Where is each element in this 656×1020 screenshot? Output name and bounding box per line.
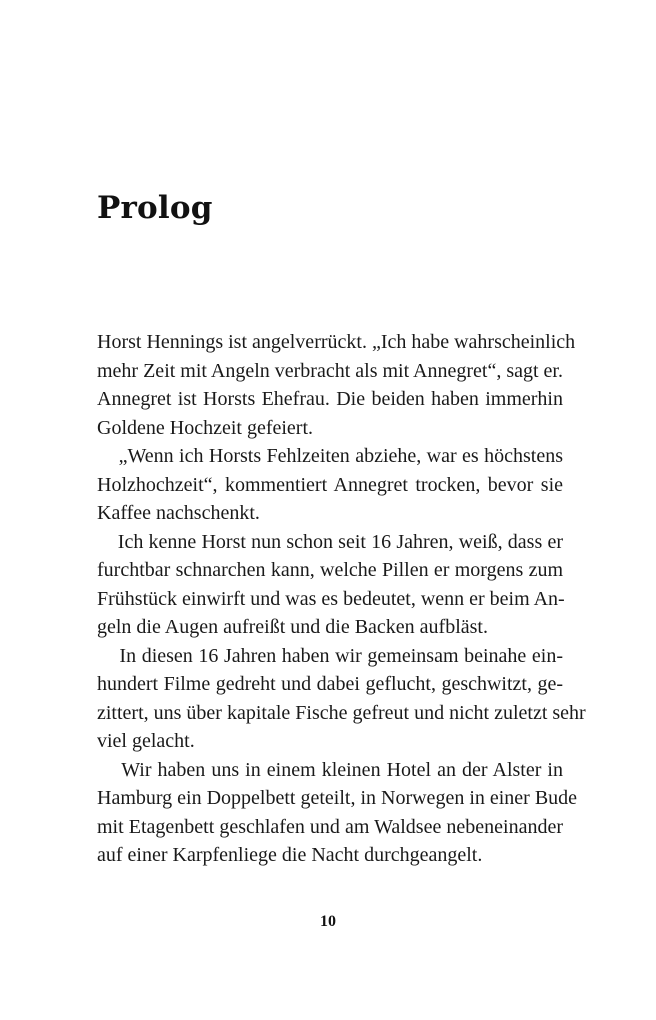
text-line: geln die Augen aufreißt und die Backen aufbläst. <box>97 616 488 638</box>
paragraph <box>97 756 578 870</box>
paragraph <box>97 328 576 442</box>
paragraph <box>97 442 563 528</box>
text-line: furchtbar schnarchen kann, welche Pillen er morgens zum <box>97 559 563 581</box>
text-line: mehr Zeit mit Angeln verbracht als mit Annegret“, sagt er. <box>97 359 563 382</box>
page-number: 10 <box>320 913 336 930</box>
text-line: Kaffee nachschenkt. <box>97 502 260 524</box>
text-line: viel gelacht. <box>97 730 195 752</box>
text-line: Frühstück einwirft und was es bedeutet, wenn er beim An- <box>97 587 565 610</box>
text-line: Hamburg ein Doppelbett geteilt, in Norwegen in einer Bude <box>97 787 578 809</box>
text-line: „Wenn ich Horsts Fehlzeiten abziehe, war es höchstens <box>97 445 563 467</box>
text-line: Ich kenne Horst nun schon seit 16 Jahren, weiß, dass er <box>97 530 563 553</box>
text-line: Horst Hennings ist angelverrückt. „Ich habe wahrscheinlich <box>97 331 576 353</box>
chapter-title: Prolog <box>97 190 213 226</box>
paragraph <box>97 642 586 756</box>
text-line: zittert, uns über kapitale Fische gefreut und nicht zuletzt sehr <box>97 701 586 724</box>
text-line: auf einer Karpfenliege die Nacht durchgeangelt. <box>97 844 483 866</box>
body-text <box>97 328 586 870</box>
paragraph <box>97 528 563 642</box>
text-line: In diesen 16 Jahren haben wir gemeinsam beinahe ein- <box>97 644 563 667</box>
text-line: hundert Filme gedreht und dabei geflucht, geschwitzt, ge- <box>97 673 563 695</box>
text-line: Annegret ist Horsts Ehefrau. Die beiden haben immerhin <box>97 388 563 410</box>
text-line: Wir haben uns in einem kleinen Hotel an der Alster in <box>97 758 563 781</box>
text-line: Holzhochzeit“, kommentiert Annegret trocken, bevor sie <box>97 473 563 496</box>
text-line: mit Etagenbett geschlafen und am Waldsee nebeneinander <box>97 815 563 838</box>
text-line: Goldene Hochzeit gefeiert. <box>97 416 314 439</box>
